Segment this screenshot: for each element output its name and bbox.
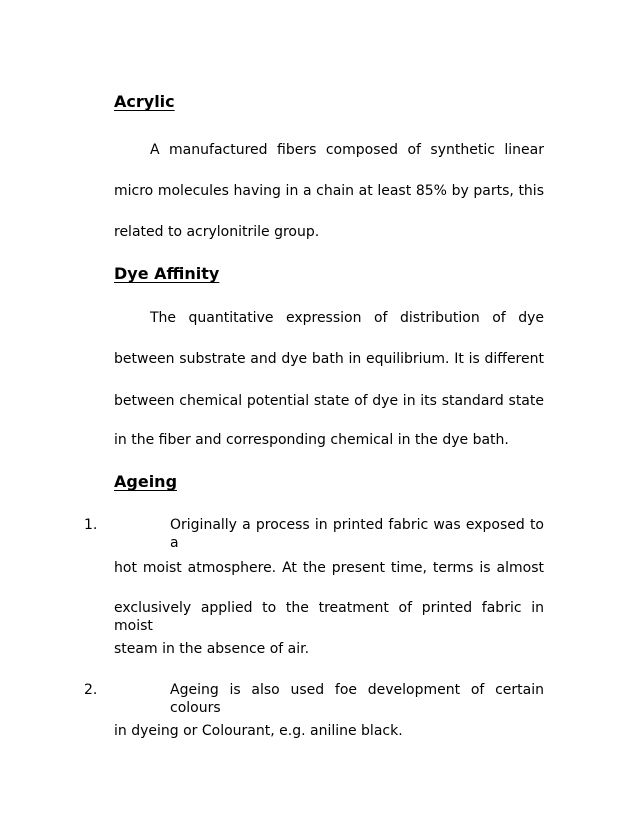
ageing-item-2-line-1: Ageing is also used foe development of certain colours	[170, 682, 544, 716]
acrylic-line-3: related to acrylonitrile group.	[114, 224, 320, 240]
acrylic-line-1: A manufactured fibers composed of synthetic linear	[150, 142, 544, 158]
list-number-2: 2.	[84, 682, 98, 698]
dye-affinity-line-3: between chemical potential state of dye in its standard state	[114, 393, 544, 409]
heading-acrylic: Acrylic	[114, 92, 175, 111]
acrylic-line-2: micro molecules having in a chain at least 85% by parts, this	[114, 183, 544, 199]
heading-ageing: Ageing	[114, 472, 178, 491]
ageing-item-2-line-2: in dyeing or Colourant, e.g. aniline black.	[114, 723, 403, 739]
list-number-1: 1.	[84, 517, 98, 533]
heading-dye-affinity: Dye Affinity	[114, 264, 220, 283]
dye-affinity-line-1: The quantitative expression of distribution of dye	[150, 310, 544, 326]
ageing-item-1-line-2: hot moist atmosphere. At the present time, terms is almost	[114, 560, 544, 576]
ageing-item-1-line-1: Originally a process in printed fabric was exposed to a	[170, 517, 544, 551]
dye-affinity-line-4: in the fiber and corresponding chemical in the dye bath.	[114, 432, 509, 448]
ageing-item-1-line-4: steam in the absence of air.	[114, 641, 310, 657]
ageing-item-1-line-3: exclusively applied to the treatment of printed fabric in moist	[114, 600, 544, 634]
dye-affinity-line-2: between substrate and dye bath in equilibrium. It is different	[114, 351, 544, 367]
